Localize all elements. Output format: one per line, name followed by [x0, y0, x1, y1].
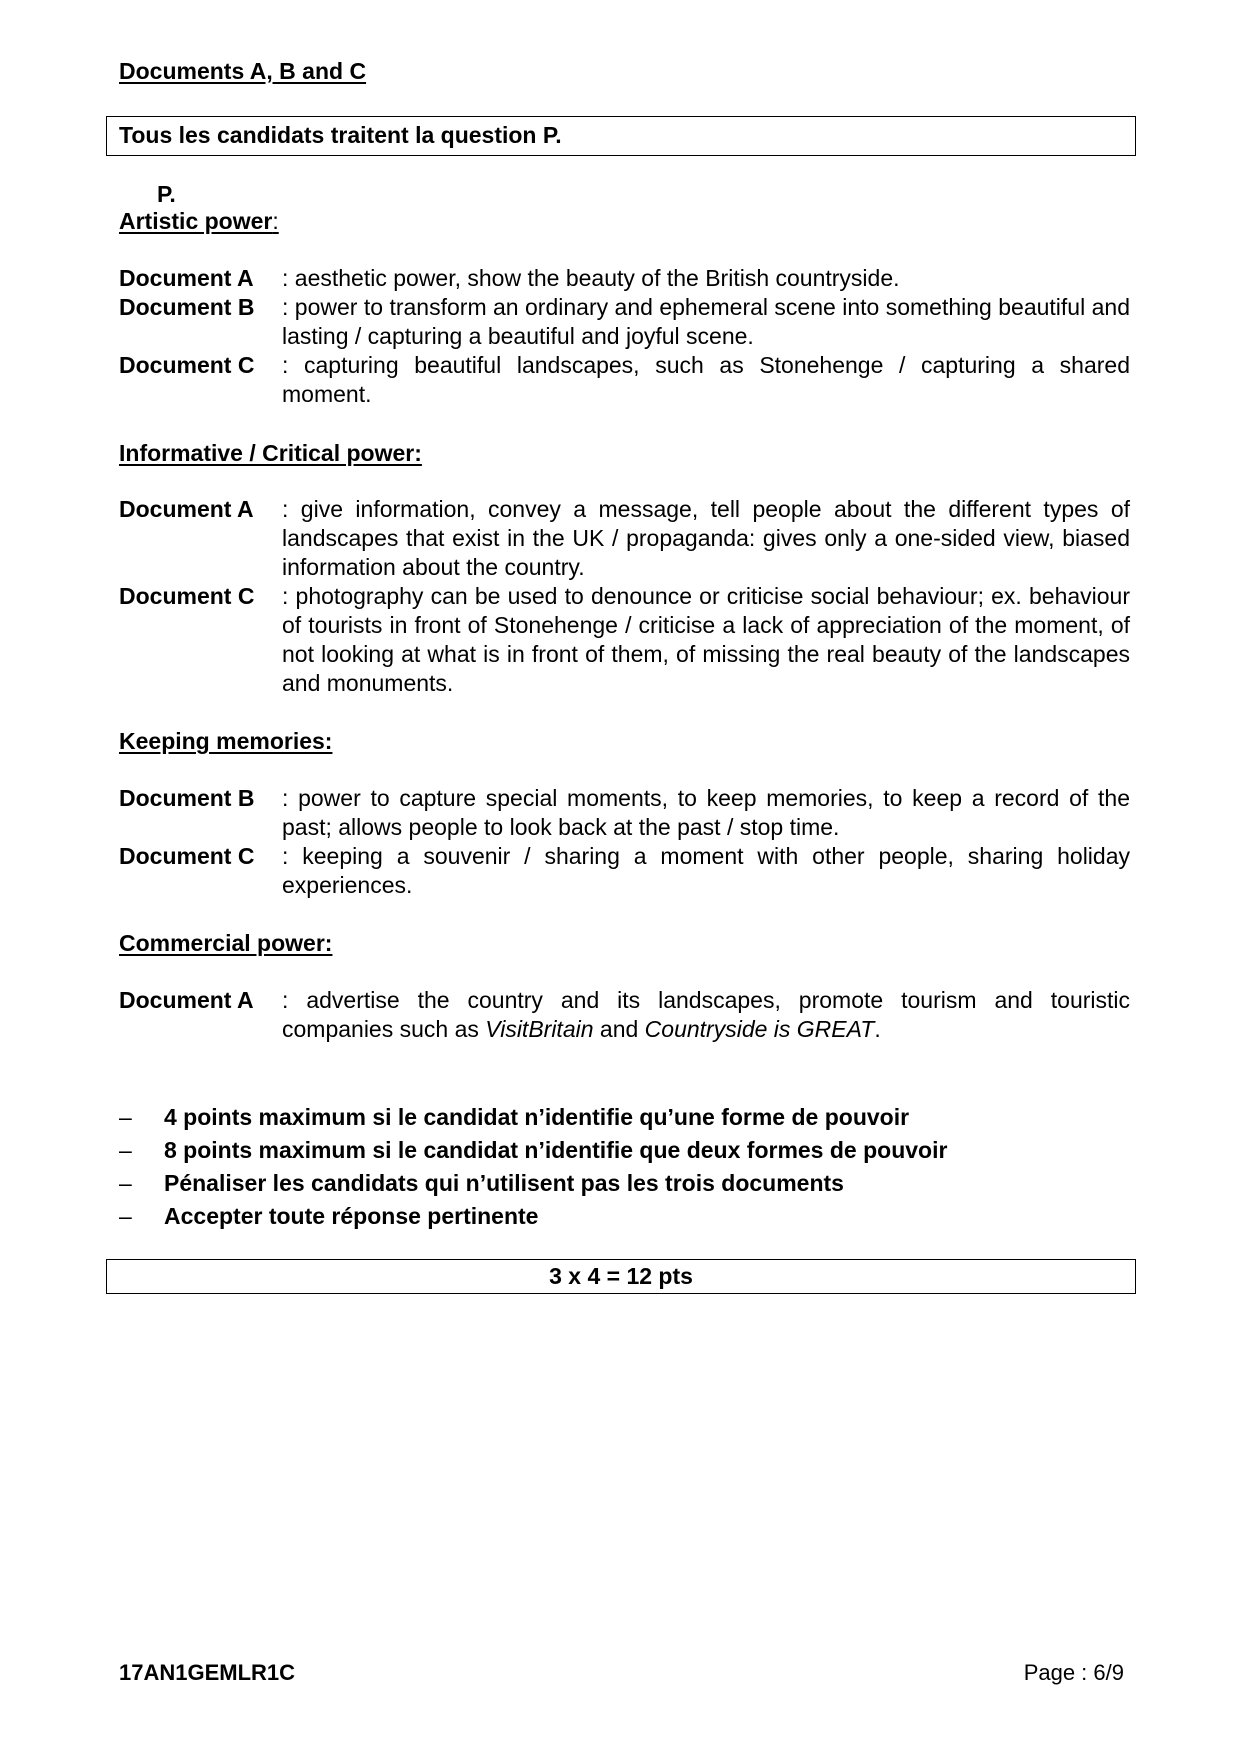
footer-page-number: Page : 6/9 — [1023, 1660, 1124, 1685]
score-text: 3 x 4 = 12 pts — [549, 1263, 693, 1289]
entry-memories-doc-c: Document C : keeping a souvenir / sharing a moment with other people, sharing holiday experiences. — [119, 843, 1130, 898]
question-label: P. — [157, 181, 176, 207]
entry-artistic-doc-b: Document B : power to transform an ordinary and ephemeral scene into something beautiful and lasting / capturing a beautiful and joyful scene. — [119, 294, 1130, 349]
entry-artistic-doc-c: Document C : capturing beautiful landscapes, such as Stonehenge / capturing a shared moment. — [119, 352, 1130, 407]
instruction-text: Tous les candidats traitent la question P. — [119, 122, 562, 148]
section-heading-artistic: Artistic power: — [119, 208, 279, 234]
section-heading-memories: Keeping memories: — [119, 728, 333, 754]
entry-artistic-doc-a: Document A : aesthetic power, show the beauty of the British countryside. — [119, 265, 900, 291]
page-title: Documents A, B and C — [119, 58, 367, 84]
instruction-box — [106, 116, 1136, 156]
footer-code: 17AN1GEMLR1C — [119, 1660, 296, 1685]
entry-commercial-doc-a: Document A : advertise the country and its landscapes, promote tourism and touristic companies such as VisitBritain and Countryside is GREAT. — [119, 987, 1130, 1042]
entry-memories-doc-b: Document B : power to capture special moments, to keep memories, to keep a record of the past; allows people to look back at the past / stop time. — [119, 785, 1130, 840]
entry-informative-doc-c: Document C : photography can be used to denounce or criticise social behaviour; ex. behaviour of tourists in front of Stonehenge / criticise a lack of appreciation of the moment, of not looking at what is in front of them, of missing the real beauty of the landscapes and monuments. — [119, 583, 1130, 696]
score-box — [106, 1259, 1136, 1294]
section-heading-commercial: Commercial power: — [119, 930, 333, 956]
section-heading-informative: Informative / Critical power: — [119, 440, 422, 466]
entry-informative-doc-a: Document A : give information, convey a message, tell people about the different types of landscapes that exist in the UK / propaganda: gives only a one-sided view, biased information about the country. — [119, 496, 1130, 580]
